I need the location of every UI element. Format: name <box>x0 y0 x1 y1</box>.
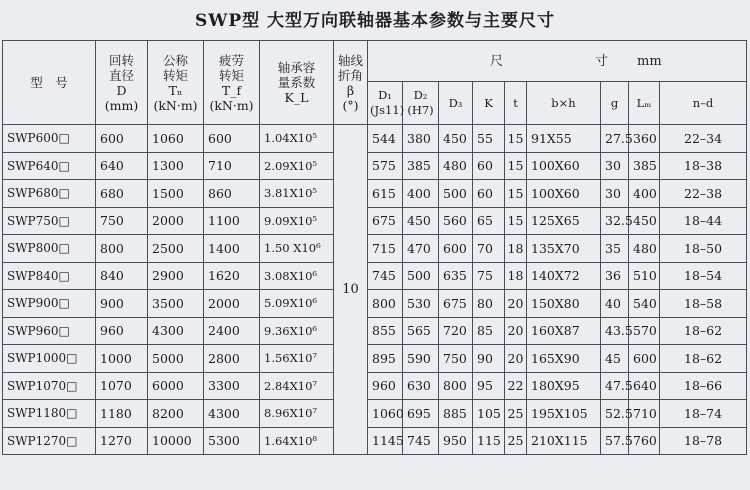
cell-t: 20 <box>505 345 527 373</box>
cell-bh: 135X70 <box>527 235 601 263</box>
cell-g: 57.5 <box>601 427 629 455</box>
cell-d3: 675 <box>439 290 473 318</box>
cell-nominal-torque: 1500 <box>148 180 204 208</box>
cell-d1: 1145 <box>368 427 403 455</box>
cell-t: 20 <box>505 290 527 318</box>
cell-d2: 500 <box>403 262 439 290</box>
header-g: g <box>601 82 629 125</box>
cell-fatigue-torque: 710 <box>204 152 260 180</box>
cell-t: 25 <box>505 427 527 455</box>
cell-lm: 540 <box>629 290 660 318</box>
cell-t: 15 <box>505 152 527 180</box>
cell-lm: 400 <box>629 180 660 208</box>
cell-d2: 380 <box>403 125 439 153</box>
table-row <box>3 317 747 345</box>
cell-g: 36 <box>601 262 629 290</box>
cell-bearing-capacity: 9.09X10⁵ <box>260 207 334 235</box>
cell-diameter: 1070 <box>96 372 148 400</box>
cell-fatigue-torque: 4300 <box>204 400 260 428</box>
cell-nd: 18–58 <box>660 290 747 318</box>
cell-k: 95 <box>473 372 505 400</box>
cell-fatigue-torque: 1620 <box>204 262 260 290</box>
cell-d1: 544 <box>368 125 403 153</box>
cell-g: 45 <box>601 345 629 373</box>
cell-diameter: 600 <box>96 125 148 153</box>
table-row <box>3 207 747 235</box>
cell-lm: 600 <box>629 345 660 373</box>
cell-bearing-capacity: 2.84X10⁷ <box>260 372 334 400</box>
cell-bh: 165X90 <box>527 345 601 373</box>
cell-bh: 210X115 <box>527 427 601 455</box>
cell-bearing-capacity: 3.81X10⁵ <box>260 180 334 208</box>
cell-k: 65 <box>473 207 505 235</box>
cell-nd: 22–34 <box>660 125 747 153</box>
cell-d3: 480 <box>439 152 473 180</box>
cell-g: 27.5 <box>601 125 629 153</box>
header-lm: Lₘ <box>629 82 660 125</box>
cell-lm: 450 <box>629 207 660 235</box>
cell-fatigue-torque: 2000 <box>204 290 260 318</box>
cell-g: 52.5 <box>601 400 629 428</box>
cell-axis-angle: 10 <box>334 125 368 455</box>
cell-bh: 100X60 <box>527 152 601 180</box>
cell-d1: 675 <box>368 207 403 235</box>
cell-diameter: 750 <box>96 207 148 235</box>
cell-nd: 18–74 <box>660 400 747 428</box>
cell-t: 18 <box>505 262 527 290</box>
cell-d3: 600 <box>439 235 473 263</box>
cell-d2: 530 <box>403 290 439 318</box>
cell-k: 60 <box>473 180 505 208</box>
header-fatigue-torque: 疲劳 转矩 T_f (kN·m) <box>204 41 260 125</box>
cell-diameter: 640 <box>96 152 148 180</box>
cell-diameter: 900 <box>96 290 148 318</box>
cell-d2: 400 <box>403 180 439 208</box>
cell-nd: 18–78 <box>660 427 747 455</box>
table-row <box>3 372 747 400</box>
cell-fatigue-torque: 1400 <box>204 235 260 263</box>
cell-fatigue-torque: 1100 <box>204 207 260 235</box>
cell-nd: 18–44 <box>660 207 747 235</box>
cell-diameter: 960 <box>96 317 148 345</box>
cell-bearing-capacity: 9.36X10⁶ <box>260 317 334 345</box>
cell-k: 85 <box>473 317 505 345</box>
cell-d1: 715 <box>368 235 403 263</box>
cell-t: 22 <box>505 372 527 400</box>
cell-diameter: 1000 <box>96 345 148 373</box>
cell-model: SWP750□ <box>3 207 96 235</box>
table-row <box>3 427 747 455</box>
cell-fatigue-torque: 2800 <box>204 345 260 373</box>
cell-d1: 745 <box>368 262 403 290</box>
cell-k: 90 <box>473 345 505 373</box>
cell-g: 30 <box>601 152 629 180</box>
table-row <box>3 125 747 153</box>
cell-bearing-capacity: 1.04X10⁵ <box>260 125 334 153</box>
cell-diameter: 840 <box>96 262 148 290</box>
page-title: SWP型 大型万向联轴器基本参数与主要尺寸 <box>194 11 556 31</box>
cell-bearing-capacity: 3.08X10⁶ <box>260 262 334 290</box>
cell-lm: 570 <box>629 317 660 345</box>
cell-k: 60 <box>473 152 505 180</box>
cell-d3: 450 <box>439 125 473 153</box>
cell-nominal-torque: 1060 <box>148 125 204 153</box>
cell-fatigue-torque: 600 <box>204 125 260 153</box>
cell-model: SWP1270□ <box>3 427 96 455</box>
cell-nd: 18–38 <box>660 152 747 180</box>
cell-model: SWP800□ <box>3 235 96 263</box>
cell-nd: 18–66 <box>660 372 747 400</box>
cell-d3: 800 <box>439 372 473 400</box>
cell-d2: 385 <box>403 152 439 180</box>
cell-k: 70 <box>473 235 505 263</box>
header-k: K <box>473 82 505 125</box>
cell-d3: 500 <box>439 180 473 208</box>
cell-fatigue-torque: 5300 <box>204 427 260 455</box>
cell-bearing-capacity: 1.50 X10⁶ <box>260 235 334 263</box>
cell-nominal-torque: 1300 <box>148 152 204 180</box>
cell-d3: 885 <box>439 400 473 428</box>
cell-nominal-torque: 2500 <box>148 235 204 263</box>
cell-d1: 855 <box>368 317 403 345</box>
header-nominal-torque: 公称 转矩 Tₙ (kN·m) <box>148 41 204 125</box>
cell-d2: 590 <box>403 345 439 373</box>
cell-bearing-capacity: 1.64X10⁸ <box>260 427 334 455</box>
cell-diameter: 800 <box>96 235 148 263</box>
table-row <box>3 290 747 318</box>
header-bearing-capacity: 轴承容 量系数 K_L <box>260 41 334 125</box>
cell-fatigue-torque: 2400 <box>204 317 260 345</box>
cell-d2: 695 <box>403 400 439 428</box>
cell-diameter: 1270 <box>96 427 148 455</box>
cell-bh: 140X72 <box>527 262 601 290</box>
cell-model: SWP600□ <box>3 125 96 153</box>
cell-d2: 745 <box>403 427 439 455</box>
table-row <box>3 235 747 263</box>
cell-nd: 22–38 <box>660 180 747 208</box>
cell-g: 35 <box>601 235 629 263</box>
cell-k: 80 <box>473 290 505 318</box>
cell-bh: 180X95 <box>527 372 601 400</box>
table-row <box>3 180 747 208</box>
header-d1: D₁ (Js11) <box>368 82 403 125</box>
cell-d2: 470 <box>403 235 439 263</box>
cell-model: SWP960□ <box>3 317 96 345</box>
header-d3: D₃ <box>439 82 473 125</box>
cell-t: 25 <box>505 400 527 428</box>
cell-model: SWP900□ <box>3 290 96 318</box>
cell-bearing-capacity: 8.96X10⁷ <box>260 400 334 428</box>
cell-bh: 91X55 <box>527 125 601 153</box>
cell-bh: 195X105 <box>527 400 601 428</box>
parameter-table <box>2 40 747 455</box>
cell-t: 15 <box>505 125 527 153</box>
cell-k: 105 <box>473 400 505 428</box>
cell-lm: 360 <box>629 125 660 153</box>
cell-d3: 950 <box>439 427 473 455</box>
cell-nd: 18–62 <box>660 317 747 345</box>
cell-lm: 480 <box>629 235 660 263</box>
cell-nominal-torque: 4300 <box>148 317 204 345</box>
cell-fatigue-torque: 860 <box>204 180 260 208</box>
cell-d3: 635 <box>439 262 473 290</box>
cell-nominal-torque: 8200 <box>148 400 204 428</box>
header-diameter: 回转 直径 D (mm) <box>96 41 148 125</box>
cell-k: 115 <box>473 427 505 455</box>
cell-t: 20 <box>505 317 527 345</box>
cell-bh: 150X80 <box>527 290 601 318</box>
cell-model: SWP1000□ <box>3 345 96 373</box>
cell-d1: 615 <box>368 180 403 208</box>
cell-nominal-torque: 3500 <box>148 290 204 318</box>
cell-t: 15 <box>505 207 527 235</box>
cell-g: 47.5 <box>601 372 629 400</box>
cell-nd: 18–62 <box>660 345 747 373</box>
cell-model: SWP1180□ <box>3 400 96 428</box>
cell-d2: 450 <box>403 207 439 235</box>
cell-diameter: 680 <box>96 180 148 208</box>
cell-nominal-torque: 2000 <box>148 207 204 235</box>
cell-nd: 18–50 <box>660 235 747 263</box>
cell-lm: 710 <box>629 400 660 428</box>
cell-k: 75 <box>473 262 505 290</box>
cell-lm: 510 <box>629 262 660 290</box>
cell-bh: 100X60 <box>527 180 601 208</box>
header-dimensions: 尺 寸 mm <box>368 41 747 82</box>
table-row <box>3 262 747 290</box>
cell-nd: 18–54 <box>660 262 747 290</box>
cell-d1: 960 <box>368 372 403 400</box>
cell-nominal-torque: 10000 <box>148 427 204 455</box>
cell-model: SWP680□ <box>3 180 96 208</box>
cell-d3: 720 <box>439 317 473 345</box>
header-model: 型 号 <box>3 41 96 125</box>
cell-lm: 385 <box>629 152 660 180</box>
cell-d2: 630 <box>403 372 439 400</box>
cell-nominal-torque: 2900 <box>148 262 204 290</box>
cell-d2: 565 <box>403 317 439 345</box>
cell-model: SWP640□ <box>3 152 96 180</box>
cell-nominal-torque: 6000 <box>148 372 204 400</box>
cell-t: 15 <box>505 180 527 208</box>
cell-bearing-capacity: 1.56X10⁷ <box>260 345 334 373</box>
cell-nominal-torque: 5000 <box>148 345 204 373</box>
cell-g: 30 <box>601 180 629 208</box>
cell-d1: 895 <box>368 345 403 373</box>
header-d2: D₂ (H7) <box>403 82 439 125</box>
cell-g: 32.5 <box>601 207 629 235</box>
cell-bh: 125X65 <box>527 207 601 235</box>
cell-g: 40 <box>601 290 629 318</box>
header-nd: n–d <box>660 82 747 125</box>
cell-t: 18 <box>505 235 527 263</box>
cell-d1: 575 <box>368 152 403 180</box>
cell-bearing-capacity: 5.09X10⁶ <box>260 290 334 318</box>
cell-d1: 1060 <box>368 400 403 428</box>
cell-d3: 560 <box>439 207 473 235</box>
header-t: t <box>505 82 527 125</box>
cell-g: 43.5 <box>601 317 629 345</box>
cell-d1: 800 <box>368 290 403 318</box>
table-row <box>3 152 747 180</box>
cell-lm: 760 <box>629 427 660 455</box>
table-row <box>3 345 747 373</box>
cell-model: SWP840□ <box>3 262 96 290</box>
cell-bearing-capacity: 2.09X10⁵ <box>260 152 334 180</box>
cell-bh: 160X87 <box>527 317 601 345</box>
header-bh: b×h <box>527 82 601 125</box>
cell-d3: 750 <box>439 345 473 373</box>
cell-model: SWP1070□ <box>3 372 96 400</box>
table-row <box>3 400 747 428</box>
cell-diameter: 1180 <box>96 400 148 428</box>
cell-fatigue-torque: 3300 <box>204 372 260 400</box>
cell-lm: 640 <box>629 372 660 400</box>
cell-k: 55 <box>473 125 505 153</box>
header-axis-angle: 轴线 折角 β (°) <box>334 41 368 125</box>
